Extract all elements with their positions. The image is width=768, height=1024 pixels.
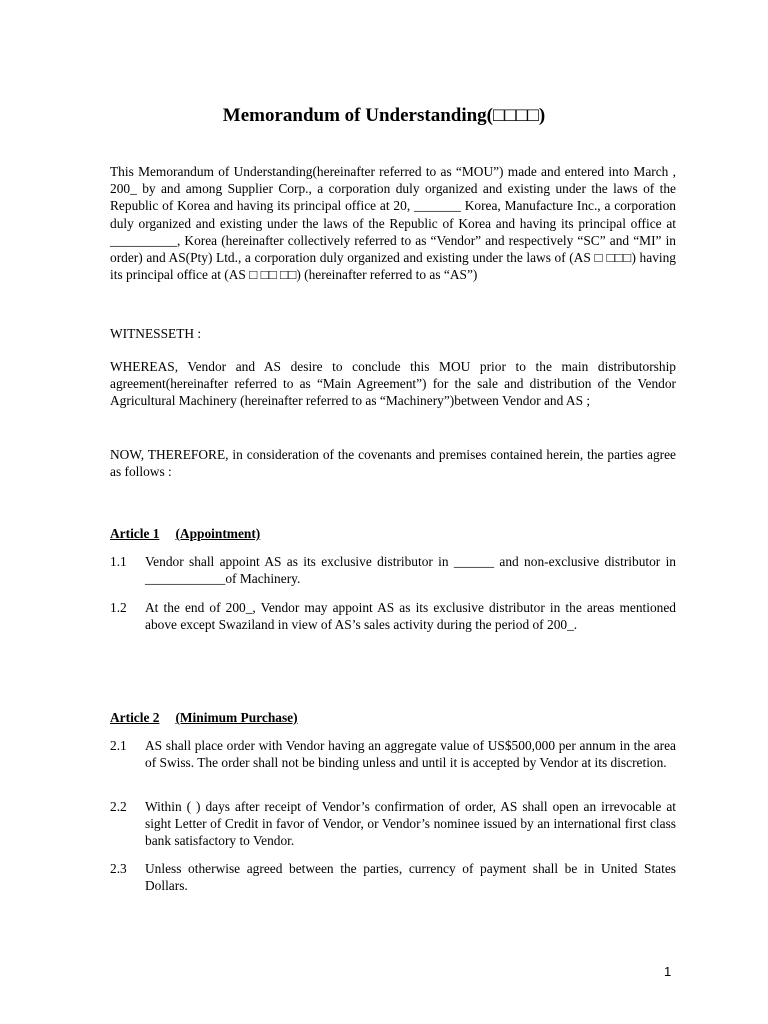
article-2-title: (Minimum Purchase) xyxy=(175,710,298,725)
clause-text: AS shall place order with Vendor having an aggregate value of US$500,000 per annum in the area of Swiss. The order shall not be binding unless and until it is accepted by Vendor at its discretion. xyxy=(145,738,676,771)
clause-2-1 xyxy=(110,737,676,771)
clause-1-1 xyxy=(110,553,676,587)
clause-number: 2.2 xyxy=(110,799,127,814)
article-1-number: Article 1 xyxy=(110,526,160,541)
article-2-heading xyxy=(110,709,298,726)
clause-2-3 xyxy=(110,860,676,894)
article-1-title: (Appointment) xyxy=(175,526,261,541)
page-number: 1 xyxy=(664,964,672,979)
now-therefore-paragraph: NOW, THEREFORE, in consideration of the covenants and premises contained herein, the parties agree as follows : xyxy=(110,447,676,480)
clause-text: Within ( ) days after receipt of Vendor’s confirmation of order, AS shall open an irrevocable at sight Letter of Credit in favor of Vendor, or Vendor’s nominee issued by an international first class bank satisfactory to Vendor. xyxy=(145,799,676,849)
clause-number: 1.1 xyxy=(110,554,127,569)
intro-paragraph: This Memorandum of Understanding(hereinafter referred to as “MOU”) made and entered into March , 200_ by and among Supplier Corp., a corporation duly organized and existing under the laws of the Republic of Korea and having its principal office at 20, _______ Korea, Manufacture Inc., a corporation duly organized and existing under the laws of the Republic of Korea and having its principal office at __________, Korea (hereinafter collectively referred to as “Vendor” and respectively “SC” and “MI” in order) and AS(Pty) Ltd., a corporation duly organized and existing under the laws of (AS □ □□□) having its principal office at (AS □ □□ □□) (hereinafter referred to as “AS”) xyxy=(110,164,676,283)
clause-number: 2.3 xyxy=(110,861,127,876)
clause-1-2 xyxy=(110,599,676,633)
document-title: Memorandum of Understanding(□□□□) xyxy=(222,105,546,126)
clause-number: 1.2 xyxy=(110,600,127,615)
clause-number: 2.1 xyxy=(110,738,127,753)
clause-text: Unless otherwise agreed between the parties, currency of payment shall be in United States Dollars. xyxy=(145,861,676,894)
article-2-number: Article 2 xyxy=(110,710,160,725)
clause-text: At the end of 200_, Vendor may appoint AS as its exclusive distributor in the areas mentioned above except Swaziland in view of AS’s sales activity during the period of 200_. xyxy=(145,600,676,633)
whereas-paragraph: WHEREAS, Vendor and AS desire to conclude this MOU prior to the main distributorship agreement(hereinafter referred to as “Main Agreement”) for the sale and distribution of the Vendor Agricultural Machinery (hereinafter referred to as “Machinery”)between Vendor and AS ; xyxy=(110,359,676,409)
witnesseth-heading: WITNESSETH : xyxy=(110,326,202,341)
article-1-heading xyxy=(110,525,260,542)
clause-text: Vendor shall appoint AS as its exclusive distributor in ______ and non-exclusive distributor in ____________of Machinery. xyxy=(145,554,676,587)
clause-2-2 xyxy=(110,798,676,850)
